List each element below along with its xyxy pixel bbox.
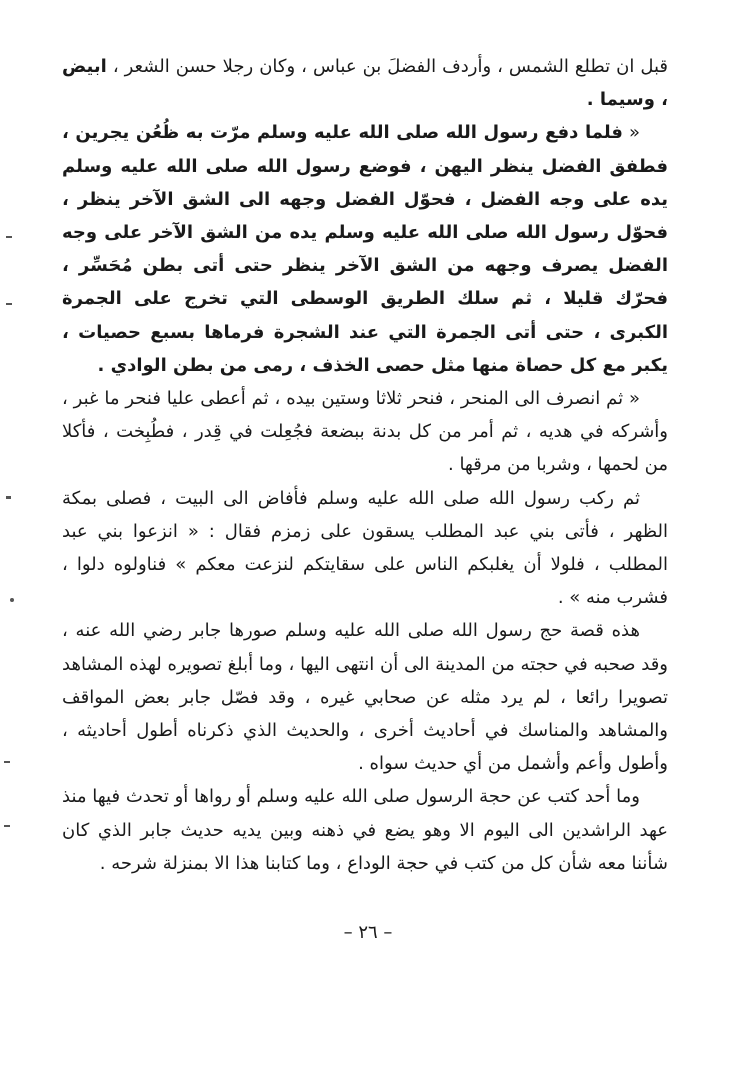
paragraph-5-text: هذه قصة حج رسول الله صلى الله عليه وسلم صورها جابر رضي الله عنه ، وقد صحبه في حجته من المدينة الى أن انتهى اليها ، وما أبلغ تصويره لهذه المشاهد تصويرا رائعا ، لم يرد مثله عن صحابي غيره ، وقد فصّل جابر بعض المواقف والمشاهد والمناسك في أحاديث أخرى ، والحديث الذي ذكرناه أطول أحاديثه ، وأطول وأعم وأشمل من أي حديث سواه .: [62, 620, 668, 775]
margin-mark: [6, 236, 12, 238]
margin-mark: [4, 761, 10, 763]
margin-mark: [10, 598, 14, 602]
paragraph-2-bold: فلما دفع رسول الله صلى الله عليه وسلم مرّت به ظُعُن يجرين ، فطفق الفضل ينظر اليهن ، فوضع رسول الله صلى الله عليه وسلم يده على وجه الفضل ، فحوّل الفضل وجهه الى الشق الآخر ينظر ، فحوّل رسول الله صلى الله عليه وسلم يده من الشق الآخر على وجه الفضل يصرف وجهه من الشق الآخر ينظر حتى أتى بطن مُحَسِّر ، فحرّك قليلا ، ثم سلك الطريق الوسطى التي تخرج على الجمرة الكبرى ، حتى أتى الجمرة التي عند الشجرة فرماها بسبع حصيات ، يكبر مع كل حصاة منها مثل حصى الخذف ، رمى من بطن الوادي .: [62, 122, 668, 376]
paragraph-4: [62, 482, 668, 615]
paragraph-1-text: قبل ان تطلع الشمس ، وأردف الفضلَ بن عباس ، وكان رجلا حسن الشعر ،: [106, 56, 668, 77]
margin-mark: [6, 303, 12, 305]
page-number: – ٢٦ –: [343, 922, 393, 943]
paragraph-1: [62, 50, 668, 116]
paragraph-2: [62, 116, 668, 382]
paragraph-2-quote-mark: «: [622, 122, 641, 144]
paragraph-6-text: وما أحد كتب عن حجة الرسول صلى الله عليه وسلم أو رواها أو تحدث فيها منذ عهد الراشدين الى اليوم الا وهو يضع في ذهنه وبين يديه حديث جابر الذي كان شأننا معه شأن كل من كتب في حجة الوداع ، وما كتابنا هذا الا بمنزلة شرحه .: [62, 786, 668, 874]
paragraph-3-text: « ثم انصرف الى المنحر ، فنحر ثلاثا وستين بيده ، ثم أعطى عليا فنحر ما غبر ، وأشركه في هديه ، ثم أمر من كل بدنة ببضعة فجُعِلت في قِدر ، فطُبِخت ، فأكلا من لحمها ، وشربا من مرقها .: [62, 388, 668, 476]
body-text: [62, 50, 668, 880]
margin-mark: [4, 825, 10, 827]
paragraph-6: [62, 780, 668, 880]
paragraph-1-bold: ابيض ، وسيما .: [62, 56, 668, 111]
margin-mark: [6, 496, 11, 499]
paragraph-5: [62, 614, 668, 780]
paragraph-4-text: ثم ركب رسول الله صلى الله عليه وسلم فأفاض الى البيت ، فصلى بمكة الظهر ، فأتى بني عبد المطلب يسقون على زمزم فقال : « انزعوا بني عبد المطلب ، فلولا أن يغلبكم الناس على سقايتكم لنزعت معكم » فناولوه دلوا ، فشرب منه » .: [62, 487, 668, 609]
paragraph-3: [62, 382, 668, 482]
